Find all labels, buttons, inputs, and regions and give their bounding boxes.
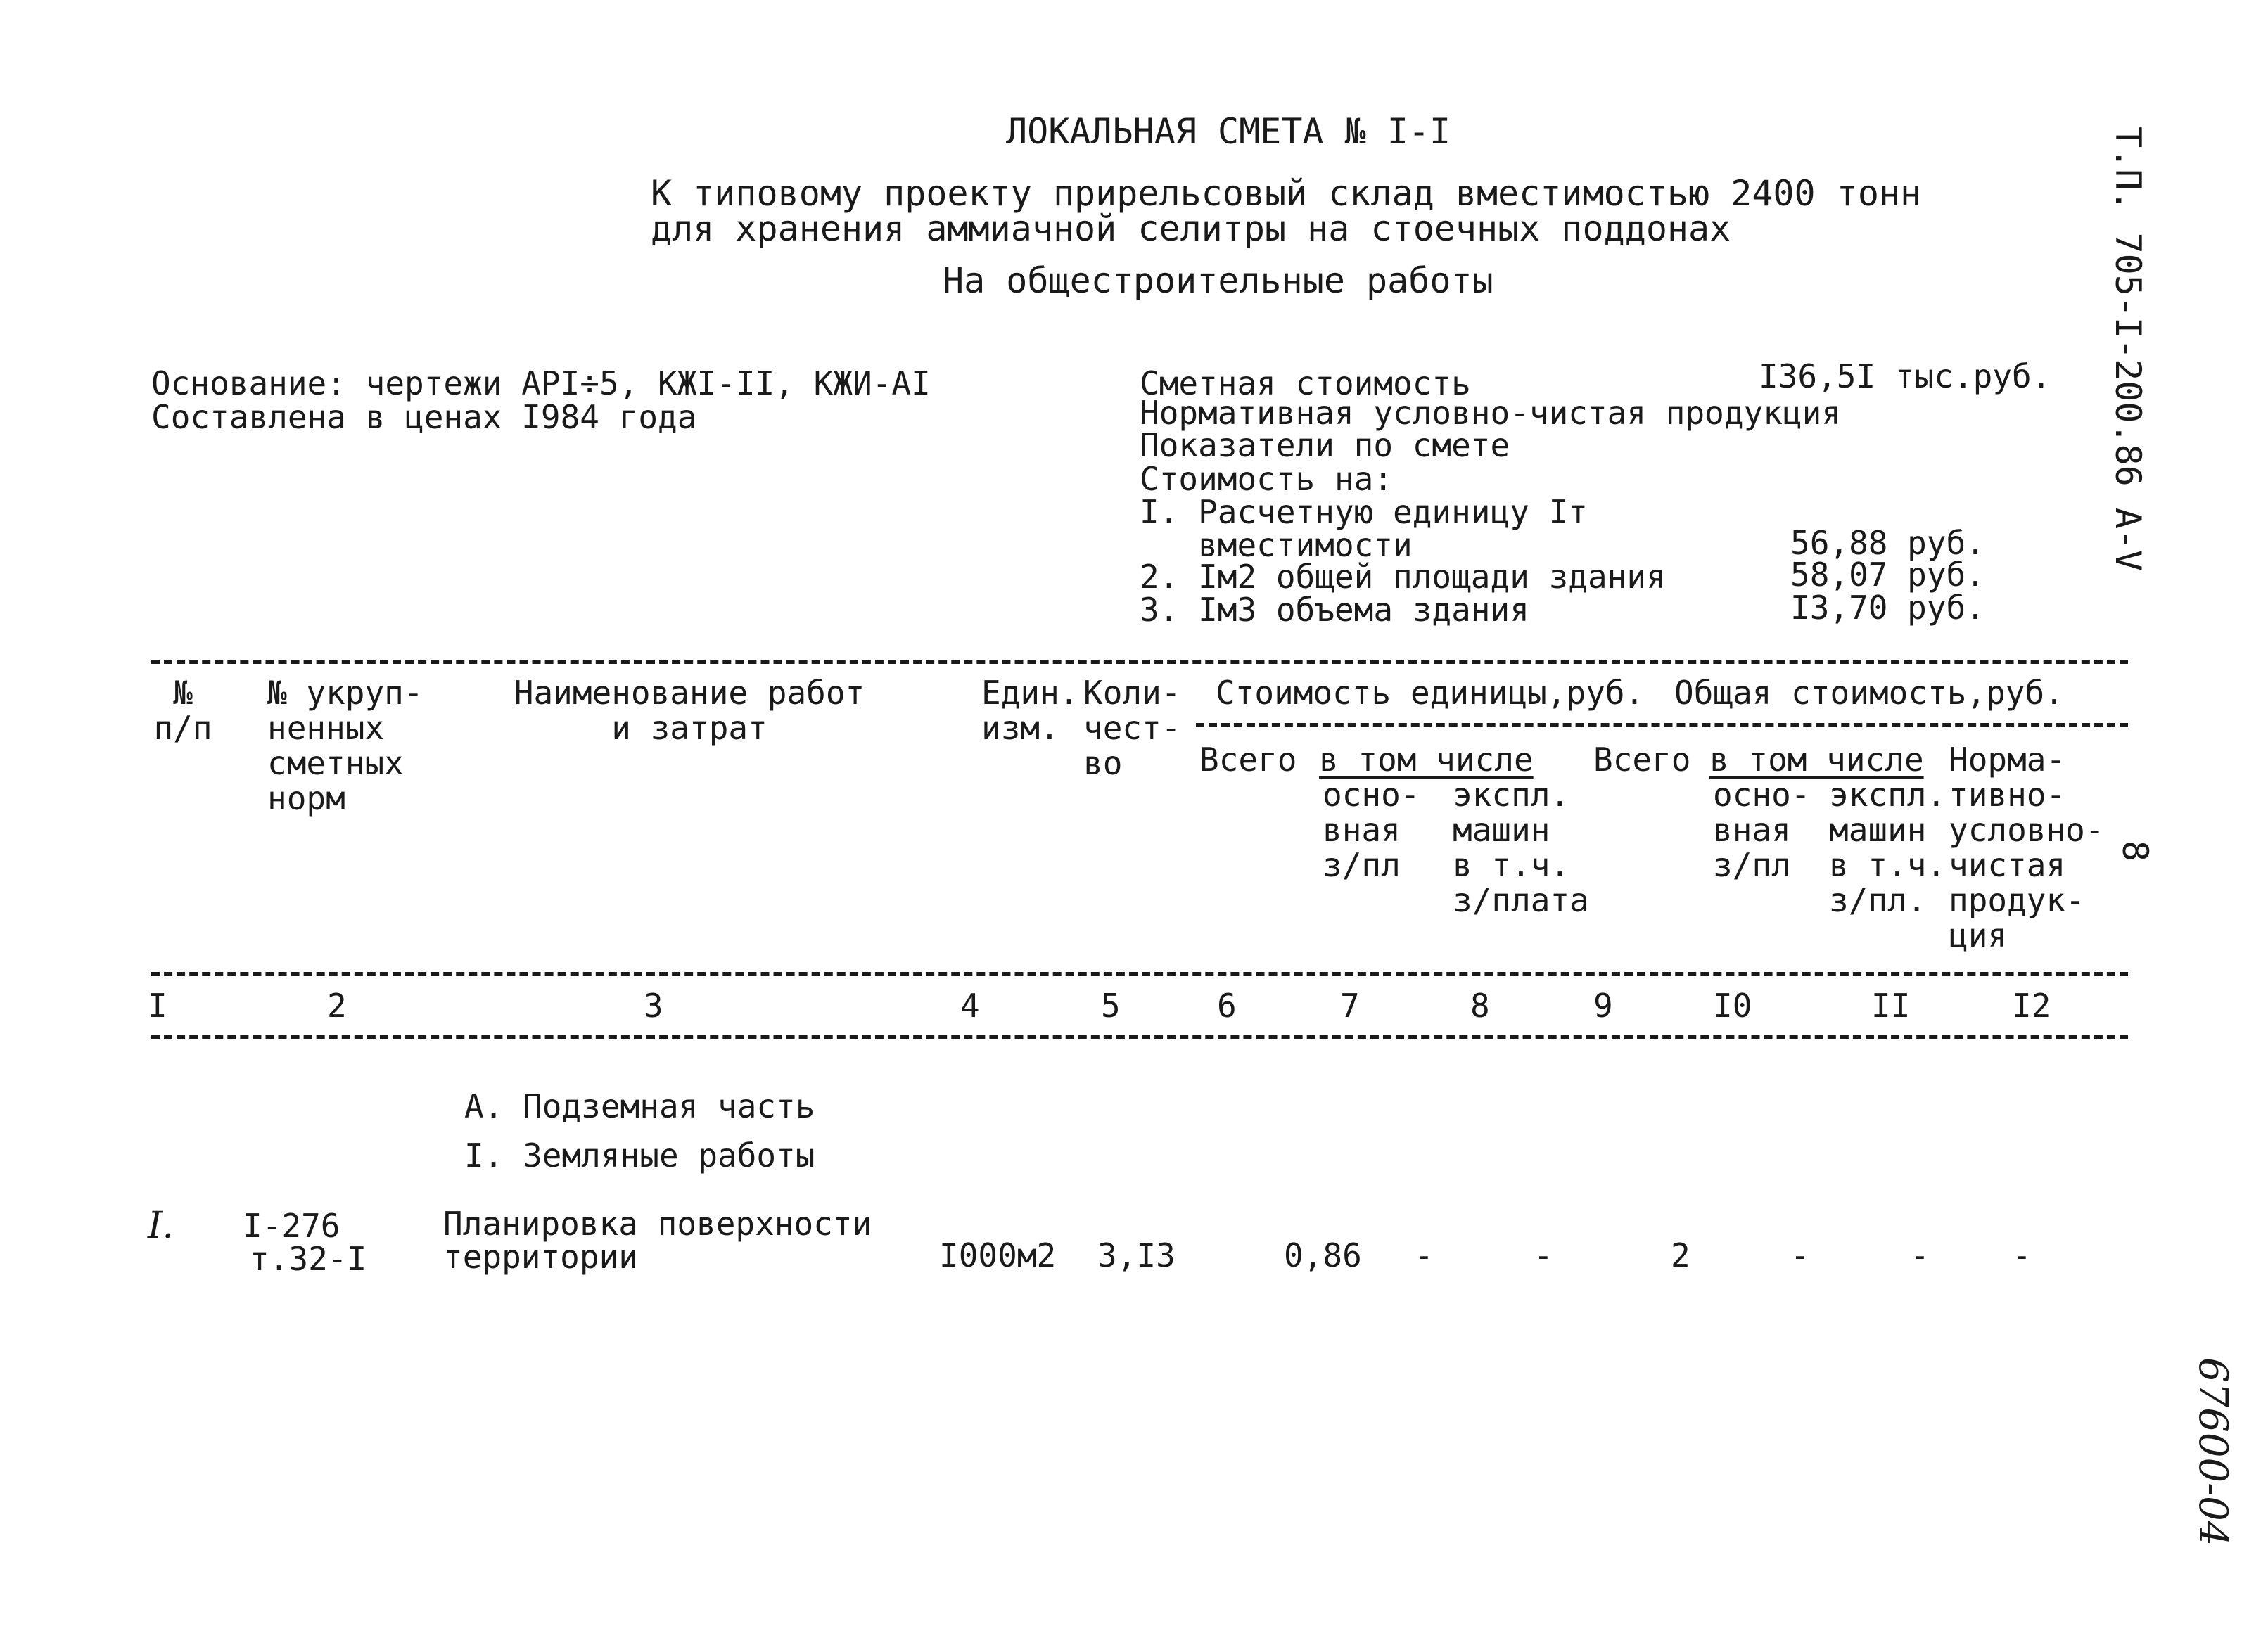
header-total-total: Всего xyxy=(1593,741,1691,779)
row-quantity: 3,I3 xyxy=(1097,1236,1176,1274)
colnum-1: I xyxy=(148,987,167,1025)
header-total-incl: в том числе xyxy=(1709,741,1924,779)
header-total-basic-wage: осно- вная з/пл xyxy=(1713,776,1811,884)
colnum-6: 6 xyxy=(1217,987,1237,1025)
header-norm-number: № укруп- ненных сметных норм xyxy=(267,674,423,817)
colnum-9: 9 xyxy=(1593,987,1613,1025)
header-unit-basic-wage: осно- вная з/пл xyxy=(1323,776,1420,884)
row-normative-production: - xyxy=(2012,1236,2032,1274)
colnum-10: I0 xyxy=(1713,987,1752,1025)
document-title: ЛОКАЛЬНАЯ СМЕТА № I-I xyxy=(1006,111,1451,152)
header-unit-cost-group: Стоимость единицы,руб. xyxy=(1216,674,1645,712)
indicator-1-value: 56,88 руб. xyxy=(1790,524,1985,562)
row-total-basic-wage: - xyxy=(1790,1236,1810,1274)
row-unit-total: 0,86 xyxy=(1284,1236,1362,1274)
section-a-heading: А. Подземная часть xyxy=(464,1087,815,1125)
indicator-3-value: I3,70 руб. xyxy=(1790,589,1985,627)
header-row-number: № п/п xyxy=(153,674,212,747)
header-unit-total: Всего xyxy=(1199,741,1297,779)
colnum-7: 7 xyxy=(1340,987,1360,1025)
project-subtitle-line2: для хранения аммиачной селитры на стоечных поддонах xyxy=(651,208,1731,249)
indicators-label: Показатели по смете xyxy=(1140,426,1510,464)
row-norm-line2: т.32-I xyxy=(250,1240,367,1278)
row-name-line2: территории xyxy=(443,1238,638,1276)
indicator-2-label: 2. Iм2 общей площади здания xyxy=(1140,558,1666,596)
header-total-cost-group: Общая стоимость,руб. xyxy=(1674,674,2064,712)
colnum-12: I2 xyxy=(2012,987,2051,1025)
header-unit-incl: в том числе xyxy=(1319,741,1534,779)
basis-prices: Составлена в ценах I984 года xyxy=(151,398,697,436)
row-unit-machines: - xyxy=(1534,1236,1553,1274)
cost-per-label: Стоимость на: xyxy=(1140,460,1394,498)
archive-stamp-vertical: 67600-04 xyxy=(2190,1357,2236,1547)
project-subtitle-line1: К типовому проекту прирельсовый склад вместимостью 2400 тонн xyxy=(651,173,1922,214)
colnum-3: 3 xyxy=(644,987,663,1025)
column-numbers-bottom-rule xyxy=(151,1035,2128,1039)
colnum-8: 8 xyxy=(1470,987,1490,1025)
row-total: 2 xyxy=(1671,1236,1690,1274)
project-code-vertical: Т.П. 705-I-200.86 А-V xyxy=(2108,127,2148,572)
section-1-heading: I. Земляные работы xyxy=(464,1137,815,1174)
column-numbers-top-rule xyxy=(151,972,2128,976)
header-quantity: Коли- чест- во xyxy=(1083,674,1181,782)
colnum-11: II xyxy=(1871,987,1911,1025)
colnum-2: 2 xyxy=(327,987,347,1025)
header-unit-machines: экспл. машин в т.ч. з/плата xyxy=(1453,776,1589,919)
row-unit: I000м2 xyxy=(939,1236,1057,1274)
page-number-vertical: 8 xyxy=(2115,840,2155,862)
indicator-3-label: 3. Iм3 объема здания xyxy=(1140,591,1529,629)
header-normative-production: Норма- тивно- условно- чистая продук- ция xyxy=(1949,741,2105,954)
row-total-machines: - xyxy=(1910,1236,1930,1274)
estimate-cost-label: Сметная стоимость xyxy=(1140,364,1471,402)
table-top-rule xyxy=(151,660,2128,664)
colnum-4: 4 xyxy=(960,987,980,1025)
row-name-line1: Планировка поверхности xyxy=(443,1205,872,1243)
header-unit: Един. изм. xyxy=(981,674,1079,747)
indicator-1-label-cont: вместимости xyxy=(1140,526,1413,564)
basis-drawings: Основание: чертежи АРI÷5, КЖI-II, КЖИ-АI xyxy=(151,364,931,402)
work-type-subtitle: На общестроительные работы xyxy=(943,260,1493,301)
row-unit-basic-wage: - xyxy=(1414,1236,1434,1274)
normative-production-label: Нормативная условно-чистая продукция xyxy=(1140,394,1841,432)
colnum-5: 5 xyxy=(1101,987,1121,1025)
header-work-name: Наименование работ и затрат xyxy=(514,674,865,747)
row-norm-line1: I-276 xyxy=(243,1207,340,1245)
header-group-rule xyxy=(1196,723,2128,727)
row-number: I. xyxy=(148,1205,174,1247)
header-total-machines: экспл. машин в т.ч. з/пл. xyxy=(1829,776,1947,919)
indicator-1-label: I. Расчетную единицу Iт xyxy=(1140,493,1588,531)
estimate-cost-value: I36,5I тыс.руб. xyxy=(1759,357,2051,395)
indicator-2-value: 58,07 руб. xyxy=(1790,556,1985,594)
